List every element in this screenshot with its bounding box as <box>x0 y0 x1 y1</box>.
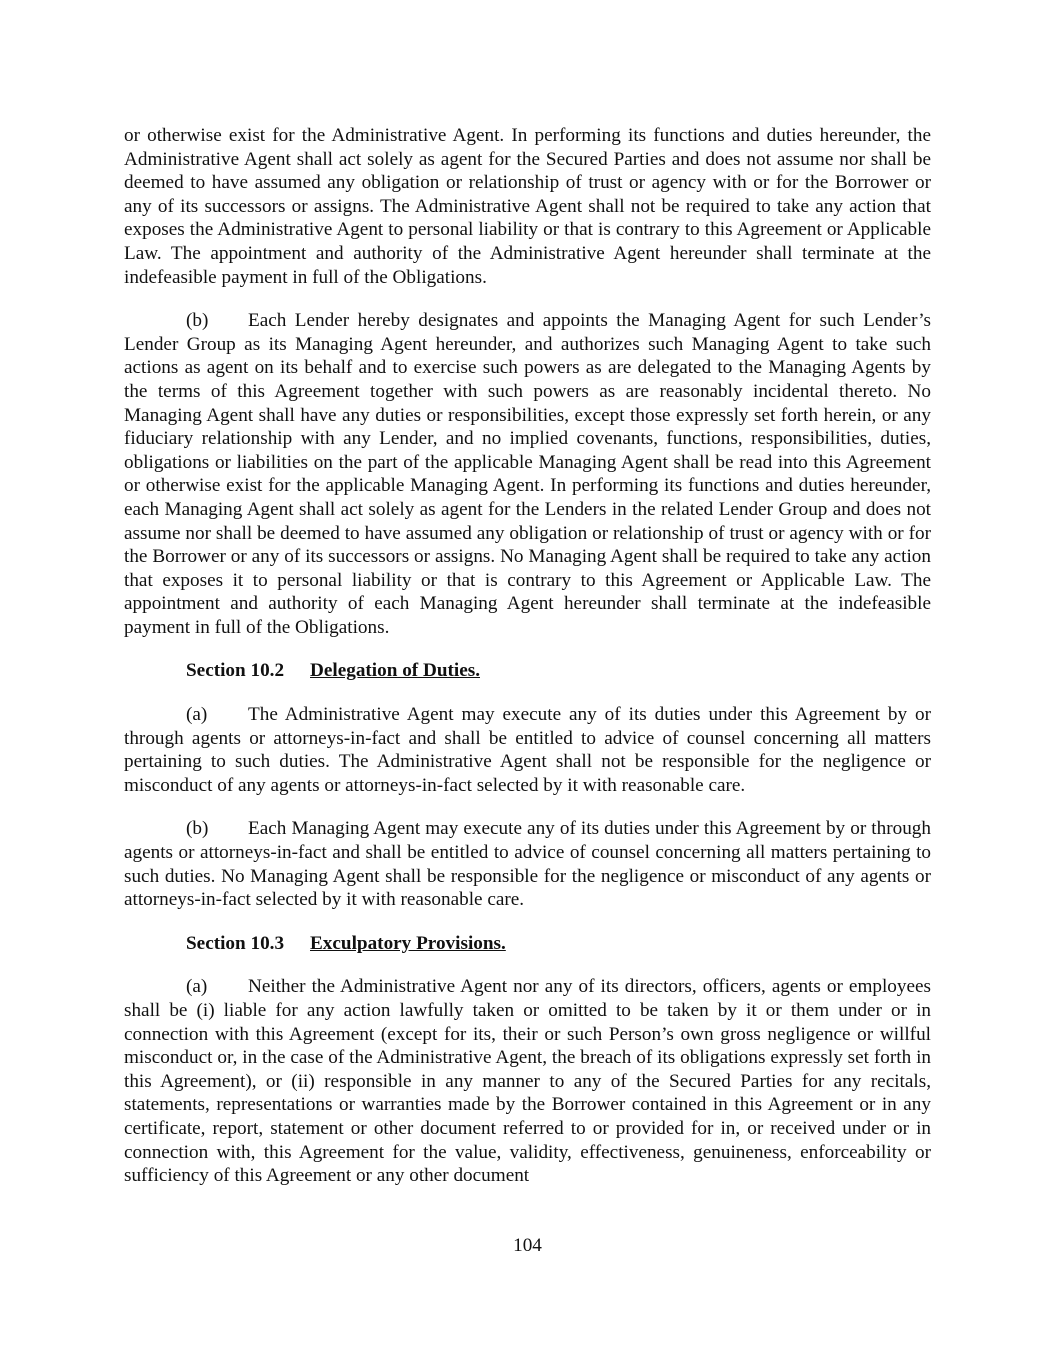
paragraph-text: or otherwise exist for the Administrative Agent. In performing its functions and duties hereunder, the Administrative Agent shall act solely as agent for the Secured Parties and does not assume nor shall be deemed to have assumed any obligation or relationship of trust or agency with or for the Borrower or any of its successors or assigns. The Administrative Agent shall not be required to take any action that exposes the Administrative Agent to personal liability or that is contrary to this Agreement or Applicable Law. The appointment and authority of the Administrative Agent hereunder shall terminate at the indefeasible payment in full of the Obligations. <box>124 125 931 288</box>
paragraph-label: (a) <box>186 704 208 726</box>
paragraph-10-2-a <box>124 703 931 797</box>
paragraph-10-2-b <box>124 817 931 911</box>
paragraph-text: Neither the Administrative Agent nor any of its directors, officers, agents or employees shall be (i) liable for any action lawfully taken or omitted to be taken by it or them under or in connection with this Agreement (except for its, their or such Person’s own gross negligence or willful misconduct or, in the case of the Administrative Agent, the breach of its obligations expressly set forth in this Agreement), or (ii) responsible in any manner to any of the Secured Parties for any recitals, statements, representations or warranties made by the Borrower contained in this Agreement or in any certificate, report, statement or other document referred to or provided for in, or received under or in connection with, this Agreement for the value, validity, effectiveness, genuineness, enforceability or sufficiency of this Agreement or any other document <box>124 976 931 1187</box>
paragraph-10-3-a <box>124 975 931 1187</box>
section-heading-10-3 <box>186 932 931 956</box>
paragraph-label: (b) <box>186 818 209 840</box>
section-heading-10-2 <box>186 659 931 683</box>
paragraph-10-1-b <box>124 309 931 639</box>
section-title: Delegation of Duties. <box>310 660 480 682</box>
paragraph-label: (a) <box>186 976 208 998</box>
section-number: Section 10.2 <box>186 660 285 682</box>
paragraph-text: The Administrative Agent may execute any of its duties under this Agreement by or through agents or attorneys-in-fact and shall be entitled to advice of counsel concerning all matters pertaining to such duties. The Administrative Agent shall not be responsible for the negligence or misconduct of any agents or attorneys-in-fact selected by it with reasonable care. <box>124 704 931 796</box>
section-title: Exculpatory Provisions. <box>310 932 506 954</box>
paragraph-label: (b) <box>186 310 209 332</box>
page-number: 104 <box>513 1235 542 1256</box>
paragraph-text: Each Managing Agent may execute any of its duties under this Agreement by or through agents or attorneys-in-fact and shall be entitled to advice of counsel concerning all matters pertaining to such duties. No Managing Agent shall be responsible for the negligence or misconduct of any agents or attorneys-in-fact selected by it with reasonable care. <box>124 818 931 911</box>
paragraph-continuation <box>124 124 931 289</box>
section-number: Section 10.3 <box>186 932 285 954</box>
paragraph-text: Each Lender hereby designates and appoints the Managing Agent for such Lender’s Lender Group as its Managing Agent hereunder, and authorizes such Managing Agent to take such actions as agent on its behalf and to exercise such powers as are delegated to the Managing Agents by the terms of this Agreement together with such powers as are reasonably incidental thereto. No Managing Agent shall have any duties or responsibilities, except those expressly set forth herein, or any fiduciary relationship with any Lender, and no implied covenants, functions, responsibilities, duties, obligations or liabilities on the part of the applicable Managing Agent shall be read into this Agreement or otherwise exist for the applicable Managing Agent. In performing its functions and duties hereunder, each Managing Agent shall act solely as agent for the Lenders in the related Lender Group and does not assume nor shall be deemed to have assumed any obligation or relationship of trust or agency with or for the Borrower or any of its successors or assigns. No Managing Agent shall be required to take any action that exposes it to personal liability or that is contrary to this Agreement or Applicable Law. The appointment and authority of each Managing Agent hereunder shall terminate at the indefeasible payment in full of the Obligations. <box>124 310 931 638</box>
document-page <box>124 124 931 1208</box>
